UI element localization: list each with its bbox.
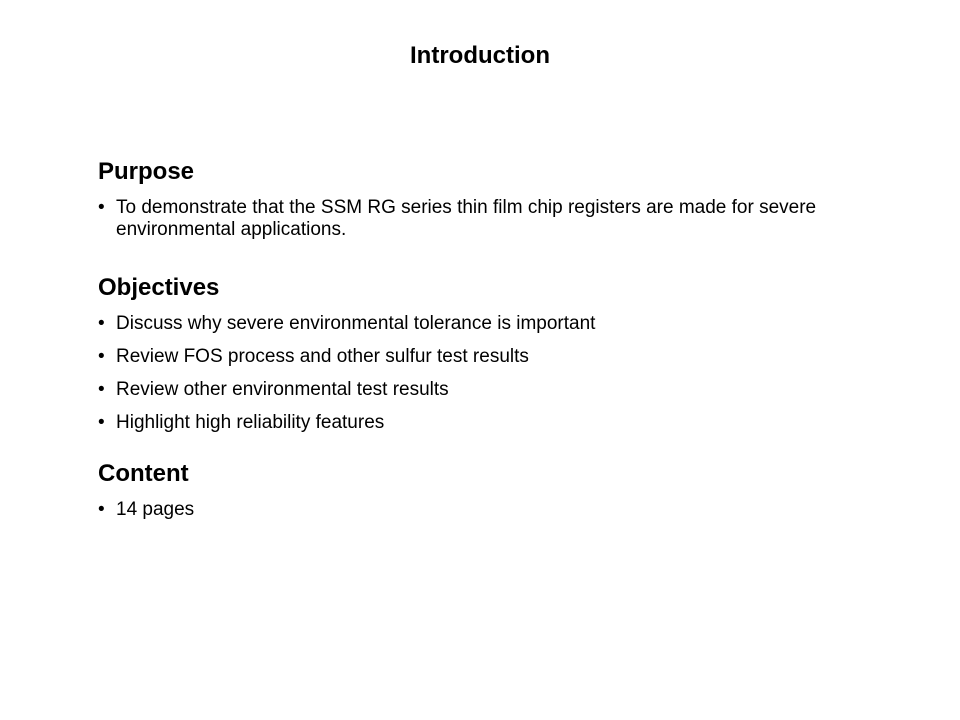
- section-heading: Content: [98, 460, 189, 487]
- list-item: [98, 379, 838, 401]
- bullet-text: Review FOS process and other sulfur test results: [116, 346, 529, 367]
- bullet-text: Review other environmental test results: [116, 379, 449, 400]
- section-content: [98, 457, 838, 521]
- section-purpose: [98, 155, 838, 241]
- section-heading: Purpose: [98, 158, 195, 185]
- section-heading: Objectives: [98, 274, 220, 301]
- list-item: [98, 499, 838, 521]
- bullet-text: Discuss why severe environmental tolerance is important: [116, 313, 596, 334]
- slide-body: [98, 155, 838, 521]
- bullet-text: Highlight high reliability features: [116, 412, 385, 433]
- list-item: [98, 346, 838, 368]
- list-item: [98, 313, 838, 335]
- bullet-list: [98, 499, 838, 521]
- bullet-icon: •: [98, 346, 105, 367]
- section-objectives: [98, 271, 838, 434]
- bullet-icon: •: [98, 499, 105, 520]
- list-item: [98, 197, 838, 241]
- bullet-list: [98, 313, 838, 434]
- bullet-text: 14 pages: [116, 499, 195, 520]
- bullet-list: [98, 197, 838, 241]
- bullet-text: To demonstrate that the SSM RG series thin film chip registers are made for severe environmental applications.: [116, 197, 817, 240]
- list-item: [98, 412, 838, 434]
- bullet-icon: •: [98, 379, 105, 400]
- bullet-icon: •: [98, 313, 105, 334]
- slide-title: Introduction: [410, 42, 550, 69]
- bullet-icon: •: [98, 197, 105, 218]
- bullet-icon: •: [98, 412, 105, 433]
